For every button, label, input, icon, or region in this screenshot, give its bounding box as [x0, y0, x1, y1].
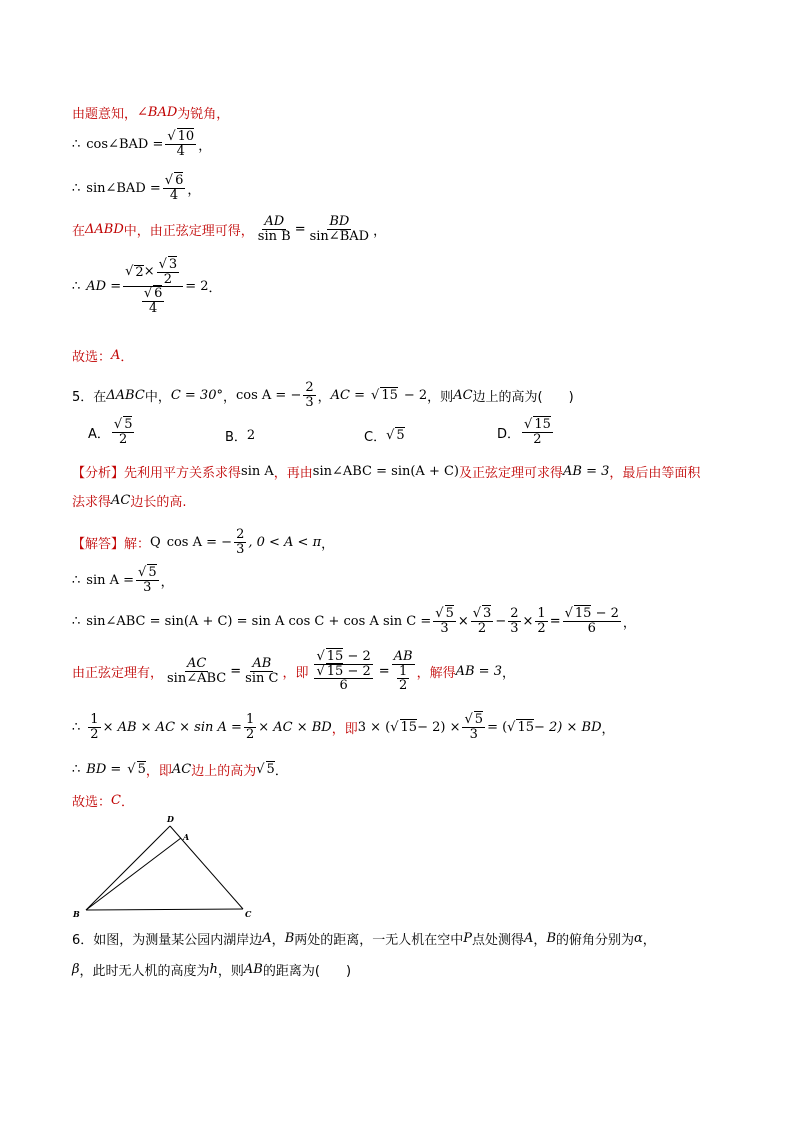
- numerator: 2: [236, 527, 245, 542]
- denominator: 3: [510, 620, 519, 636]
- option-label: B．: [225, 430, 247, 445]
- math: B: [546, 931, 556, 946]
- sol4-answer: [72, 346, 133, 365]
- answer-letter: A: [111, 348, 121, 363]
- text: ，: [222, 389, 236, 405]
- math: β: [72, 962, 80, 977]
- sol4-sin-line: [72, 174, 200, 202]
- fraction: [308, 215, 371, 243]
- text: ，解得: [416, 665, 456, 681]
- fraction: $\frac{√ 5}{3}$: [464, 712, 484, 742]
- fraction: [88, 713, 100, 741]
- therefore-symbol: ∴: [72, 572, 81, 588]
- fraction: [303, 381, 315, 409]
- math: h: [209, 962, 218, 977]
- solution-area-line: ∴ $\frac{1}{2}$ × AB × AC × sin A = $\frac{1}{2}$ × AC × BD ，即 3 × ( √ 15 − 2) × $\frac{√ 5}{3}$ = ( √ 15 − 2) × BD ，: [72, 712, 615, 742]
- therefore-symbol: ∴: [72, 613, 81, 629]
- text: ，: [198, 138, 212, 154]
- text: 为锐角，: [177, 107, 230, 122]
- text: 在: [72, 223, 86, 239]
- option-c[interactable]: C． √ 5: [364, 428, 405, 445]
- text: ，: [622, 615, 636, 631]
- equals: =: [378, 663, 390, 679]
- text: 由题意知，: [72, 107, 138, 122]
- numerator: AC: [186, 656, 207, 672]
- text: ，: [373, 223, 387, 239]
- option-label: A．: [88, 426, 110, 442]
- segment-ab: [86, 838, 181, 910]
- text: ，即: [282, 665, 309, 681]
- label-a: A: [183, 832, 190, 842]
- label-d: D: [167, 814, 174, 824]
- equals: =: [294, 221, 306, 237]
- denominator: 3: [469, 726, 478, 742]
- option-label: D．: [497, 426, 521, 442]
- solution-sinA: [72, 566, 174, 594]
- math: sin A =: [86, 572, 135, 588]
- therefore-symbol: ∴: [72, 136, 81, 152]
- equals: =: [230, 663, 242, 679]
- radicand: 5: [124, 417, 133, 432]
- solution-bd-line: ∴ BD = √ 5 ，即 AC 边上的高为 √ 5 ．: [72, 762, 288, 779]
- fraction: $\frac{√ 5}{2}$: [113, 417, 133, 447]
- sol4-law-line: [72, 215, 386, 243]
- denominator: sin B: [257, 228, 291, 244]
- denominator: 2: [537, 620, 546, 636]
- math: cos A = −: [236, 387, 302, 403]
- math: AC: [111, 493, 131, 508]
- radicand: 15: [381, 387, 398, 403]
- radicand: 15: [517, 719, 535, 735]
- minus: −: [495, 613, 507, 629]
- numerator: 1: [398, 663, 408, 679]
- text: 故选：: [72, 350, 112, 365]
- equals: =: [549, 613, 561, 629]
- math: A: [262, 931, 272, 946]
- math: C = 30°: [170, 387, 223, 403]
- therefore-symbol: ∴: [72, 180, 81, 196]
- math: AB = 3: [455, 663, 502, 679]
- denominator: 3: [440, 620, 449, 636]
- times: ×: [457, 613, 469, 629]
- math: B: [284, 931, 295, 946]
- denominator: 3: [143, 579, 152, 595]
- math: − 2: [347, 663, 371, 679]
- compound-fraction: [392, 650, 415, 693]
- option-a[interactable]: [88, 418, 136, 446]
- fraction: $\frac{√ 5}{3}$: [138, 565, 157, 595]
- numerator: AD: [264, 214, 285, 229]
- text: ，: [533, 933, 547, 948]
- math: , 0 < A < π: [248, 534, 322, 550]
- math: AD =: [86, 279, 122, 295]
- fraction: $\frac{√ 3}{2}$: [472, 606, 492, 636]
- radicand: 15: [400, 719, 418, 735]
- radicand: 5: [396, 428, 405, 443]
- text: 两处的距离，一无人机在空中: [294, 933, 464, 948]
- text: ，则: [427, 389, 454, 405]
- math: sin∠ABC = sin(A + C): [312, 464, 459, 479]
- text: 边长的高.: [130, 495, 187, 510]
- math: sin∠ABC = sin(A + C) = sin A cos C + cos A sin C =: [86, 613, 432, 629]
- segment-bc: [86, 909, 243, 910]
- fraction: [244, 713, 256, 741]
- denominator: 3: [305, 394, 314, 410]
- analysis-line-1: [72, 462, 700, 481]
- math: AC =: [330, 387, 366, 403]
- text: ，最后由等面积: [609, 466, 701, 481]
- math: AB = 3: [563, 464, 610, 479]
- fraction: $\frac{√ 15 - 2}{6}$: [564, 606, 619, 636]
- text: 解：: [124, 536, 151, 552]
- math: = 2: [185, 279, 209, 295]
- text: ．: [274, 764, 288, 779]
- math: sin A: [241, 464, 274, 479]
- denominator: 2: [119, 431, 128, 447]
- fraction: [165, 657, 228, 685]
- sol4-cos-line: [72, 130, 211, 158]
- text: 由正弦定理有，: [72, 665, 164, 681]
- math: BD =: [86, 762, 122, 777]
- denominator: 4: [169, 187, 179, 203]
- radicand: 15: [574, 606, 592, 621]
- math: AC: [171, 762, 192, 777]
- denominator: 2: [533, 431, 542, 447]
- text: ，: [160, 574, 174, 590]
- fraction: $\frac{√ 10}{4}$: [167, 129, 195, 159]
- text: 6．如图，为测量某公园内湖岸边: [72, 933, 263, 948]
- radicand: 5: [137, 762, 146, 777]
- text: ，: [317, 389, 331, 405]
- math: α: [634, 931, 643, 946]
- math: ΔABC: [106, 387, 145, 403]
- option-d[interactable]: [497, 418, 555, 446]
- denominator: 4: [176, 143, 185, 159]
- q6-line-1: [72, 929, 656, 948]
- fraction: $\frac{√ 5}{3}$: [435, 606, 454, 636]
- numerator: 2: [510, 606, 519, 621]
- solution-law-line: [72, 650, 515, 693]
- radicand: 5: [474, 712, 484, 727]
- math: × AB × AC × sin A =: [102, 719, 242, 735]
- text: 边上的高为: [191, 764, 257, 779]
- option-value: 2: [246, 428, 256, 443]
- math: A: [524, 931, 534, 946]
- question-number: 5．在: [72, 389, 107, 405]
- text: 及正弦定理可求得: [459, 466, 564, 481]
- times: ×: [522, 613, 534, 629]
- text: ，再由: [273, 466, 313, 481]
- therefore-symbol: ∴: [72, 719, 81, 735]
- text: 的距离为( ): [262, 964, 352, 979]
- fraction: [243, 657, 280, 685]
- text: 故选：: [72, 795, 112, 810]
- label-c: C: [245, 909, 252, 919]
- denominator: 2: [163, 271, 173, 287]
- radicand: 3: [168, 257, 178, 272]
- math: − 2: [595, 606, 619, 621]
- text: 边上的高为( ): [472, 389, 574, 405]
- numerator: AB: [393, 649, 413, 664]
- option-label: C．: [364, 430, 387, 445]
- math: − 2) × BD: [534, 719, 602, 735]
- q6-line-2: [72, 960, 351, 979]
- denominator: sin∠BAD: [309, 228, 370, 244]
- denominator: 6: [587, 620, 596, 636]
- radicand: 15: [534, 417, 551, 432]
- denominator: 2: [398, 678, 408, 694]
- math: P: [463, 931, 473, 946]
- numerator: 2: [305, 380, 314, 395]
- radicand: 3: [483, 606, 492, 621]
- text: ．: [120, 795, 134, 810]
- text: 点处测得: [472, 933, 525, 948]
- text: ，即: [145, 764, 172, 779]
- radicand: 5: [445, 606, 454, 621]
- text: ，则: [217, 964, 244, 979]
- numerator: 1: [245, 712, 255, 727]
- denominator: 6: [339, 678, 348, 694]
- text: ，: [271, 933, 285, 948]
- solution-answer: [72, 791, 134, 810]
- because-symbol: Q: [150, 534, 161, 550]
- math: cos A = −: [166, 534, 233, 550]
- text: ．: [120, 350, 134, 365]
- radicand: 15: [326, 663, 344, 679]
- analysis-tag: 【分析】: [72, 466, 125, 481]
- denominator: 3: [236, 541, 245, 557]
- solution-sinABC: [72, 607, 636, 635]
- math: = (: [487, 719, 508, 735]
- compound-fraction: √ 2 × $\frac{√ 3}{2}$ $\frac{√ 6}{4}$: [123, 258, 183, 316]
- denominator: sin C: [245, 670, 279, 686]
- denominator: sin∠ABC: [167, 670, 227, 686]
- radicand: 5: [148, 565, 157, 580]
- math: ΔABD: [85, 221, 124, 237]
- math: − 2: [347, 649, 371, 664]
- numerator: AB: [252, 656, 272, 672]
- text: 的俯角分别为: [556, 933, 635, 948]
- sol4-ad-line: [72, 258, 222, 316]
- math: AB: [243, 962, 263, 977]
- math: − 2) ×: [417, 719, 461, 735]
- numerator: BD: [329, 214, 350, 229]
- math: − 2: [403, 387, 428, 403]
- q5-stem: 5．在 ΔABC 中， C = 30° ， cos A = − $\frac{2}{3}$ ， AC = √ 15 − 2 ，则 AC 边上的高为( ): [72, 380, 574, 410]
- fraction: [535, 607, 547, 635]
- radicand: 5: [266, 762, 275, 777]
- segment-db: [86, 826, 170, 910]
- radicand: 6: [154, 286, 163, 302]
- math: sin∠BAD =: [86, 180, 161, 196]
- fraction: [234, 528, 246, 556]
- math: ∠BAD: [137, 105, 178, 120]
- fraction: $\frac{√ 15 - 2}{6}$: [316, 663, 371, 694]
- sol4-line-1: [72, 103, 229, 122]
- text: 法求得: [72, 495, 112, 510]
- fraction: $\frac{√ 15}{2}$: [524, 417, 551, 447]
- option-b[interactable]: [225, 426, 255, 445]
- fraction: [256, 215, 293, 243]
- fraction: $\frac{√ 6}{4}$: [143, 286, 163, 316]
- text: ，: [642, 933, 656, 948]
- denominator: 2: [245, 726, 255, 742]
- denominator: 2: [477, 620, 487, 636]
- text: ．: [208, 281, 222, 297]
- label-b: B: [73, 909, 80, 919]
- solution-line-1: [72, 528, 334, 556]
- text: 中，: [144, 389, 171, 405]
- answer-letter: C: [111, 793, 121, 808]
- text: ，此时无人机的高度为: [79, 964, 210, 979]
- text: ，: [501, 665, 515, 681]
- times: ×: [143, 264, 155, 280]
- text: 先利用平方关系求得: [124, 466, 242, 481]
- fraction: $\frac{√ 3}{2}$: [158, 257, 178, 287]
- text: ，: [321, 536, 335, 552]
- text: ，即: [331, 721, 358, 737]
- radicand: 10: [177, 129, 195, 144]
- text: ，: [187, 182, 201, 198]
- numerator: 1: [537, 606, 546, 621]
- fraction: $\frac{√ 6}{4}$: [164, 173, 184, 203]
- denominator: 2: [90, 726, 99, 742]
- denominator: 4: [149, 300, 158, 316]
- fraction: [508, 607, 520, 635]
- radicand: 6: [175, 173, 184, 188]
- math: cos∠BAD =: [86, 136, 164, 152]
- math: 3 × (: [357, 719, 391, 735]
- math: × AC × BD: [258, 719, 332, 735]
- radicand: 15: [326, 649, 344, 664]
- fraction: [395, 665, 411, 693]
- numerator: 1: [90, 712, 99, 727]
- therefore-symbol: ∴: [72, 279, 81, 295]
- math: AC: [453, 387, 473, 403]
- text: 中，由正弦定理可得，: [123, 223, 254, 239]
- therefore-symbol: ∴: [72, 762, 81, 777]
- text: ，: [601, 721, 615, 737]
- compound-fraction: $\frac{√ 15 - 2}{\frac{√ 15 - 2}{6}}$: [310, 650, 376, 693]
- solution-tag: 【解答】: [72, 536, 125, 552]
- triangle-figure: [70, 812, 260, 922]
- analysis-line-2: [72, 491, 187, 510]
- radicand: 2: [135, 264, 144, 280]
